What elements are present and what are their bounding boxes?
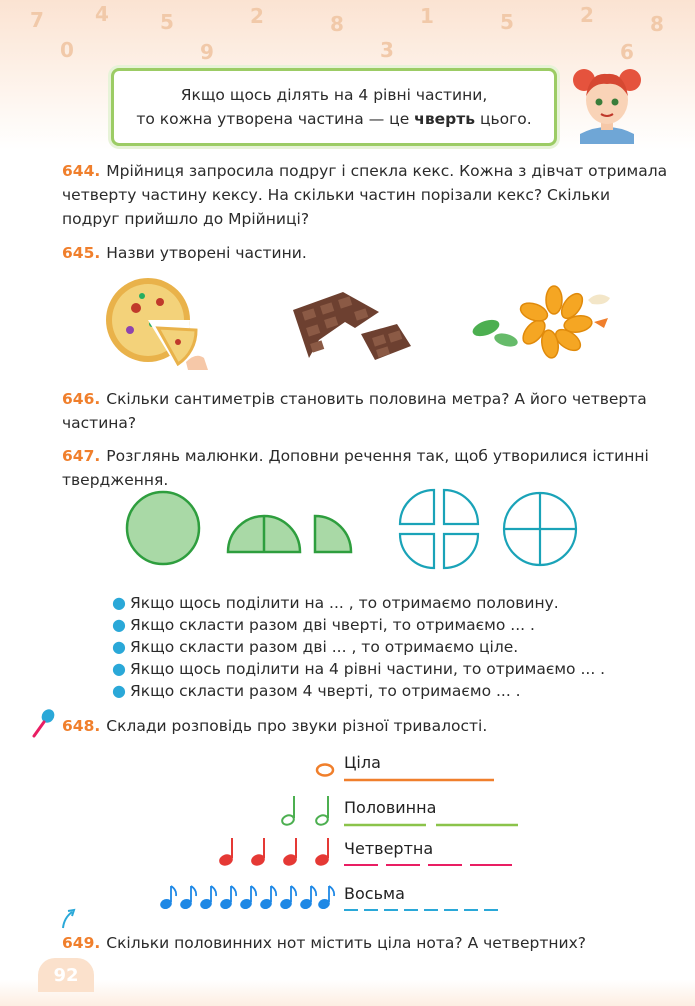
task-644 — [62, 159, 672, 231]
statement-list — [112, 592, 605, 702]
task-text: Мрійниця запросила подруг і спекла кекс. Кожна з дівчат отримала четверту частину кексу. На скільки частин порізали кекс? Скільки подруг прийшло до Мрійниці? — [62, 162, 668, 228]
task-646 — [62, 387, 672, 435]
task-text: Скільки половинних нот містить ціла нота? А четвертних? — [106, 934, 586, 952]
bg-digit-decoration: 8 — [330, 12, 344, 36]
rule-line-2 — [136, 107, 531, 131]
rule-text: то кожна утворена частина — це — [136, 110, 415, 128]
task-number: 644. — [62, 162, 101, 180]
task-number: 647. — [62, 447, 101, 465]
bullet-icon: ● — [112, 659, 126, 678]
whole-note-icon — [317, 765, 333, 776]
page-number: 92 — [38, 958, 94, 992]
bg-digit-decoration: 2 — [250, 4, 264, 28]
note-label-eighth: Восьма — [344, 884, 405, 903]
task-text: Розглянь малюнки. Доповни речення так, щоб утворилися істинні твердження. — [62, 447, 649, 489]
separated-quarters — [400, 490, 478, 568]
microphone-icon — [30, 708, 56, 738]
quarter-note-icon — [219, 838, 329, 866]
list-item — [112, 614, 605, 636]
bg-digit-decoration: 8 — [650, 12, 664, 36]
rule-box — [111, 68, 557, 146]
statement-text: Якщо скласти разом 4 чверті, то отримаємо ... . — [130, 682, 521, 700]
statement-text: Якщо щось поділити на ... , то отримаємо половину. — [130, 594, 559, 612]
task-number: 645. — [62, 244, 101, 262]
girl-illustration — [570, 62, 644, 144]
task-647 — [62, 444, 672, 492]
list-item — [112, 636, 605, 658]
bullet-icon: ● — [112, 615, 126, 634]
list-item — [112, 658, 605, 680]
arrow-icon — [60, 908, 78, 930]
note-label-whole: Ціла — [344, 753, 381, 772]
task-text: Скільки сантиметрів становить половина метра? А його четверта частина? — [62, 390, 647, 432]
bullet-icon: ● — [112, 637, 126, 656]
bg-digit-decoration: 3 — [380, 38, 394, 62]
fraction-shapes — [120, 488, 590, 574]
eighth-note-icon — [160, 886, 334, 909]
note-label-half: Половинна — [344, 798, 437, 817]
task-645 — [62, 241, 672, 265]
pizza-image — [100, 272, 210, 370]
bg-digit-decoration: 6 — [620, 40, 634, 64]
bg-digit-decoration: 1 — [420, 4, 434, 28]
statement-text: Якщо скласти разом дві чверті, то отримаємо ... . — [130, 616, 535, 634]
music-notes-diagram — [150, 750, 530, 920]
task-number: 648. — [62, 717, 101, 735]
orange-image — [468, 282, 618, 362]
statement-text: Якщо скласти разом дві ... , то отримаємо ціле. — [130, 638, 519, 656]
rule-line-1: Якщо щось ділять на 4 рівні частини, — [180, 86, 488, 104]
note-label-quarter: Четвертна — [344, 839, 434, 858]
bg-digit-decoration: 9 — [200, 40, 214, 64]
whole-circle — [127, 492, 199, 564]
bullet-icon: ● — [112, 681, 126, 700]
task-649 — [62, 931, 672, 955]
rule-text: цього. — [475, 110, 532, 128]
bg-digit-decoration: 4 — [95, 2, 109, 26]
list-item — [112, 680, 605, 702]
task-648 — [62, 714, 672, 738]
bullet-icon: ● — [112, 593, 126, 612]
task-text: Склади розповідь про звуки різної тривалості. — [106, 717, 488, 735]
footer-band — [0, 980, 695, 1006]
bg-digit-decoration: 2 — [580, 3, 594, 27]
bg-digit-decoration: 7 — [30, 8, 44, 32]
half-note-icon — [281, 796, 329, 826]
bg-digit-decoration: 5 — [160, 10, 174, 34]
statement-text: Якщо щось поділити на 4 рівні частини, то отримаємо ... . — [130, 660, 606, 678]
circle-four-parts — [504, 493, 576, 565]
chocolate-image — [285, 288, 415, 368]
task-text: Назви утворені частини. — [106, 244, 307, 262]
list-item — [112, 592, 605, 614]
rule-keyword: чверть — [414, 110, 476, 128]
task-number: 649. — [62, 934, 101, 952]
bg-digit-decoration: 5 — [500, 10, 514, 34]
task-number: 646. — [62, 390, 101, 408]
quarter-circle — [315, 516, 351, 552]
bg-digit-decoration: 0 — [60, 38, 74, 62]
